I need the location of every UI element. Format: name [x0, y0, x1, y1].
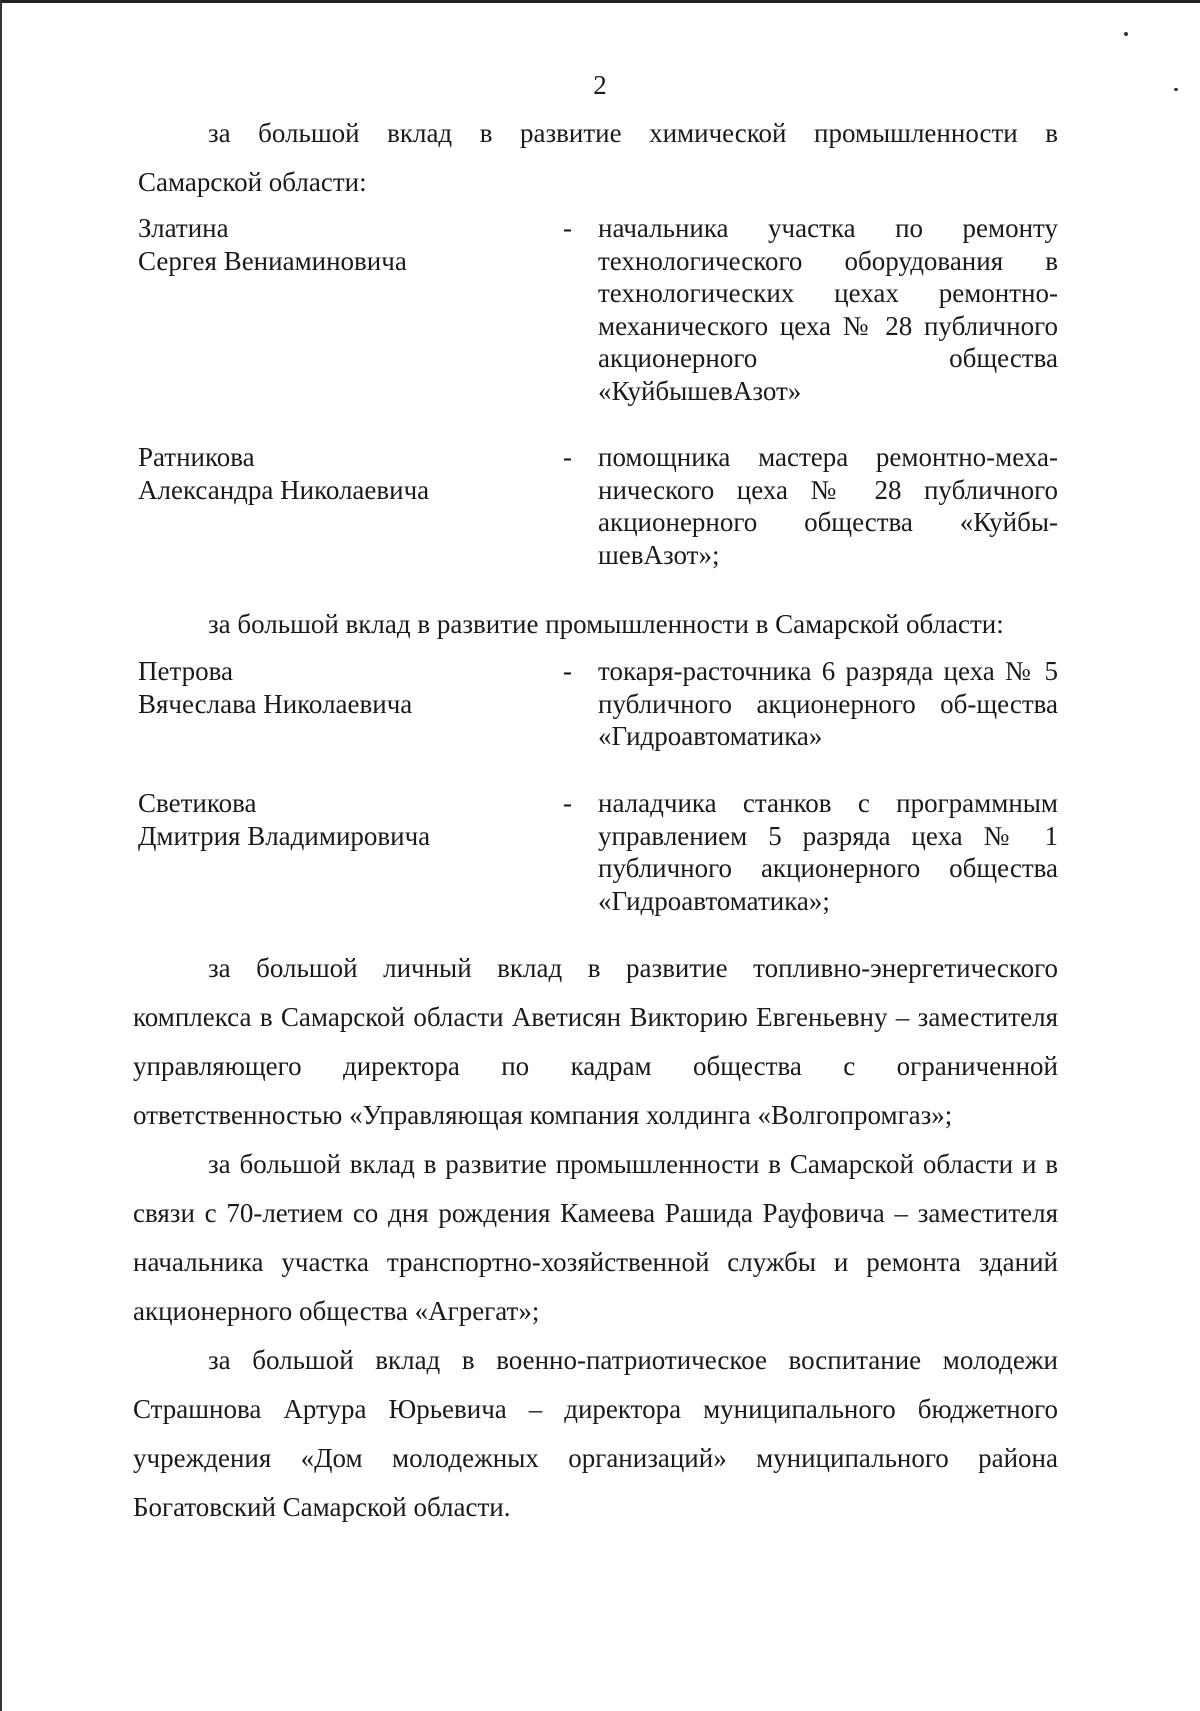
- recipient-given-names: Вячеслава Николаевича: [138, 688, 413, 719]
- recipient-surname: Петрова: [138, 656, 233, 686]
- intro-line-2: Самарской области:: [138, 167, 367, 197]
- recipient-given-names: Дмитрия Владимировича: [138, 820, 431, 851]
- intro-line-1: за большой вклад в развитие химической промышленности в: [208, 118, 1058, 148]
- recipient-position: наладчика станков с программным управлением 5 разряда цеха № 1 публичного акционерного общества «Гидроавтоматика»;: [598, 788, 1058, 916]
- page-number: 2: [593, 70, 607, 100]
- recipient-position: помощника мастера ремонтно-меха-нического цеха № 28 публичного акционерного общества «Куйбы-шевАзот»;: [598, 442, 1058, 570]
- entry-dash: -: [563, 213, 572, 243]
- section-intro: [133, 109, 1058, 158]
- recipient-surname: Светикова: [138, 788, 257, 818]
- scan-speck: [1124, 32, 1128, 36]
- recipient-given-names: Александра Николаевича: [138, 474, 430, 505]
- section-intro: за большой вклад в развитие промышленности в Самарской области:: [208, 609, 1004, 639]
- award-paragraph: за большой вклад в развитие промышленности в Самарской области и в связи с 70-летием со дня рождения Камеева Рашида Рауфовича – заместителя начальника участка транспортно-хозяйственной службы и ремонта зданий акционерного общества «Агрегат»;: [133, 1149, 1058, 1326]
- scan-edge-top: [0, 0, 1200, 3]
- award-paragraph: за большой личный вклад в развитие топливно-энергетического комплекса в Самарской области Аветисян Викторию Евгеньевну – заместителя управляющего директора по кадрам общества с ограниченной ответственностью «Управляющая компания холдинга «Волгопромгаз»;: [133, 953, 1058, 1130]
- recipient-name: [138, 655, 538, 720]
- entry-dash: -: [563, 656, 572, 686]
- entry-dash: -: [563, 442, 572, 472]
- recipient-position: токаря-расточника 6 разряда цеха № 5 публичного акционерного об-щества «Гидроавтоматика»: [598, 656, 1058, 751]
- recipient-name: [138, 441, 538, 506]
- recipient-surname: Златина: [138, 213, 229, 243]
- recipient-given-names: Сергея Вениаминовича: [138, 245, 407, 276]
- entry-dash: -: [563, 788, 572, 818]
- recipient-surname: Ратникова: [138, 442, 255, 472]
- recipient-name: [138, 787, 538, 852]
- scan-edge-left: [0, 0, 2, 1711]
- award-paragraph: за большой вклад в военно-патриотическое воспитание молодежи Страшнова Артура Юрьевича – директора муниципального бюджетного учреждения «Дом молодежных организаций» муниципального района Богатовский Самарской области.: [133, 1345, 1058, 1522]
- recipient-position: начальника участка по ремонту технологического оборудования в технологических цехах ремонтно-механического цеха № 28 публичного акционерного общества «КуйбышевАзот»: [598, 213, 1058, 406]
- recipient-name: [138, 212, 538, 277]
